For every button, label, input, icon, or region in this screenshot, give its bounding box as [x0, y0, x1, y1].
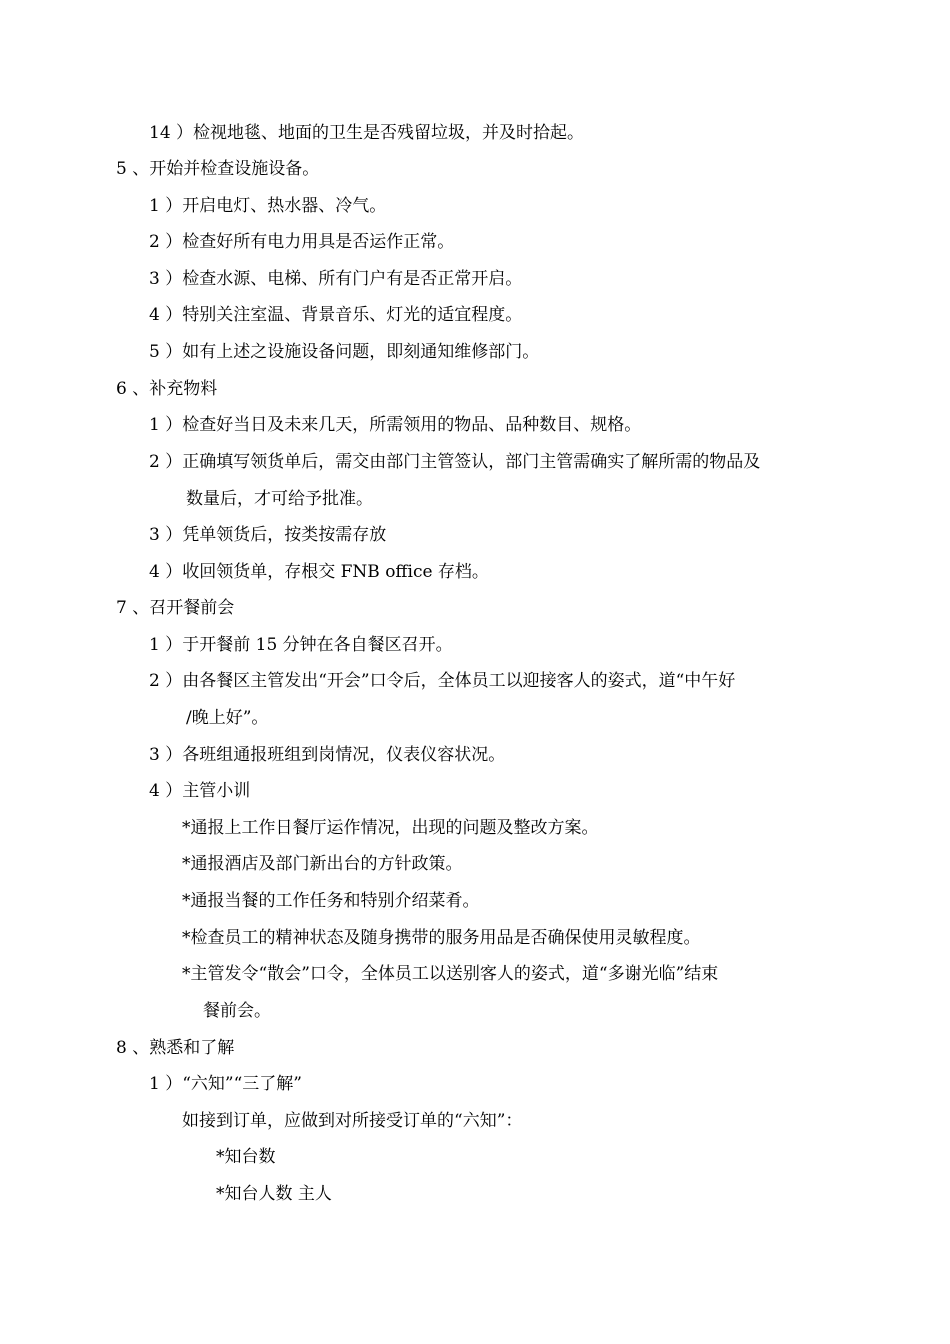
list-item-6-2: 2 ）正确填写领货单后，需交由部门主管签认，部门主管需确实了解所需的物品及 — [149, 452, 761, 472]
list-item-7-2-continuation: /晚上好”。 — [186, 708, 269, 728]
bullet-item-check-staff: *检查员工的精神状态及随身携带的服务用品是否确保使用灵敏程度。 — [182, 928, 701, 948]
bullet-item-dismiss-meeting: *主管发令“散会”口令，全体员工以送别客人的姿式，道“多谢光临”结束 — [182, 964, 719, 984]
bullet-item-report-policies: *通报酒店及部门新出台的方针政策。 — [182, 854, 463, 874]
list-item-6-2-continuation: 数量后，才可给予批准。 — [186, 489, 373, 509]
section-5-heading: 5 、开始并检查设施设备。 — [116, 159, 320, 179]
list-item-7-3: 3 ）各班组通报班组到岗情况，仪表仪容状况。 — [149, 745, 506, 765]
section-8-heading: 8 、熟悉和了解 — [116, 1038, 235, 1058]
list-item-7-1: 1 ）于开餐前 15 分钟在各自餐区召开。 — [149, 635, 453, 655]
list-item-5-5: 5 ）如有上述之设施设备问题，即刻通知维修部门。 — [149, 342, 540, 362]
list-item-5-3: 3 ）检查水源、电梯、所有门户有是否正常开启。 — [149, 269, 523, 289]
list-item-5-2: 2 ）检查好所有电力用具是否运作正常。 — [149, 232, 455, 252]
list-item-14-floor-check: 14 ）检视地毯、地面的卫生是否残留垃圾，并及时拾起。 — [149, 123, 585, 143]
list-item-6-1: 1 ）检查好当日及未来几天，所需领用的物品、品种数目、规格。 — [149, 415, 642, 435]
list-item-6-4: 4 ）收回领货单，存根交 FNB office 存档。 — [149, 562, 489, 582]
bullet-item-table-count: *知台数 — [216, 1147, 276, 1167]
list-item-8-1: 1 ）“六知”“三了解” — [149, 1074, 302, 1094]
bullet-item-dismiss-meeting-continuation: 餐前会。 — [203, 1001, 271, 1021]
list-item-7-2: 2 ）由各餐区主管发出“开会”口令后，全体员工以迎接客人的姿式，道“中午好 — [149, 671, 736, 691]
list-item-6-3: 3 ）凭单领货后，按类按需存放 — [149, 525, 387, 545]
bullet-item-report-operations: *通报上工作日餐厅运作情况，出现的问题及整改方案。 — [182, 818, 599, 838]
list-item-5-4: 4 ）特别关注室温、背景音乐、灯光的适宜程度。 — [149, 305, 523, 325]
bullet-item-report-tasks: *通报当餐的工作任务和特别介绍菜肴。 — [182, 891, 480, 911]
list-item-5-1: 1 ）开启电灯、热水器、冷气。 — [149, 196, 387, 216]
section-6-heading: 6 、补充物料 — [116, 379, 218, 399]
bullet-item-guest-count: *知台人数 主人 — [216, 1184, 332, 1204]
section-7-heading: 7 、召开餐前会 — [116, 598, 235, 618]
list-item-7-4: 4 ）主管小训 — [149, 781, 251, 801]
order-instruction-text: 如接到订单，应做到对所接受订单的“六知”： — [182, 1111, 523, 1131]
